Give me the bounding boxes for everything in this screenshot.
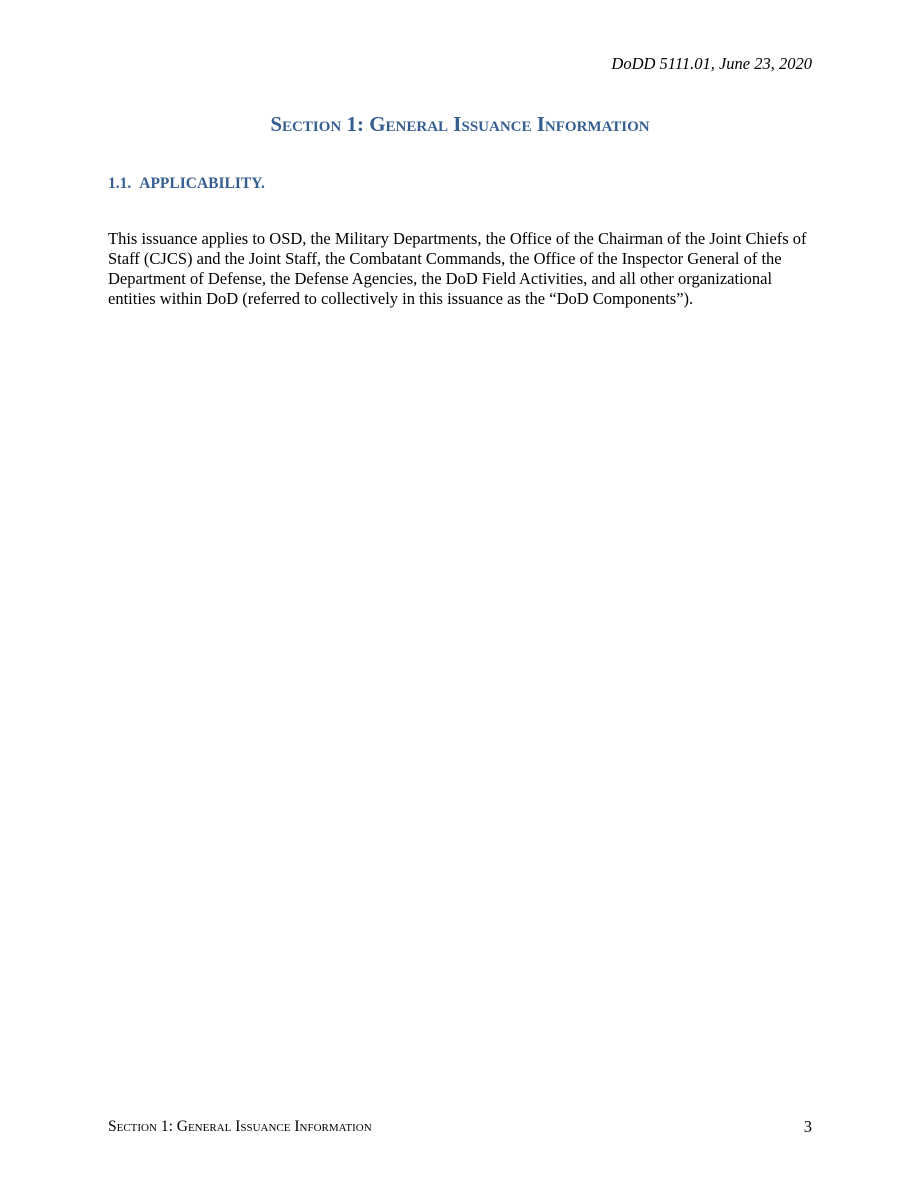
- document-reference: DoDD 5111.01, June 23, 2020: [611, 54, 812, 73]
- subsection-number: 1.1.: [108, 175, 132, 192]
- subsection-heading: [108, 173, 265, 195]
- subsection-title: APPLICABILITY.: [139, 175, 265, 192]
- page-number: 3: [803, 1117, 812, 1136]
- applicability-paragraph: This issuance applies to OSD, the Military Departments, the Office of the Chairman of the Joint Chiefs of Staff (CJCS) and the Joint Staff, the Combatant Commands, the Office of the Inspector General of the Department of Defense, the Defense Agencies, the DoD Field Activities, and all other organizational entities within DoD (referred to collectively in this issuance as the “DoD Components”).: [108, 229, 807, 308]
- footer-section-label: Section 1: General Issuance Information: [108, 1118, 372, 1135]
- section-title: Section 1: General Issuance Information: [270, 112, 650, 136]
